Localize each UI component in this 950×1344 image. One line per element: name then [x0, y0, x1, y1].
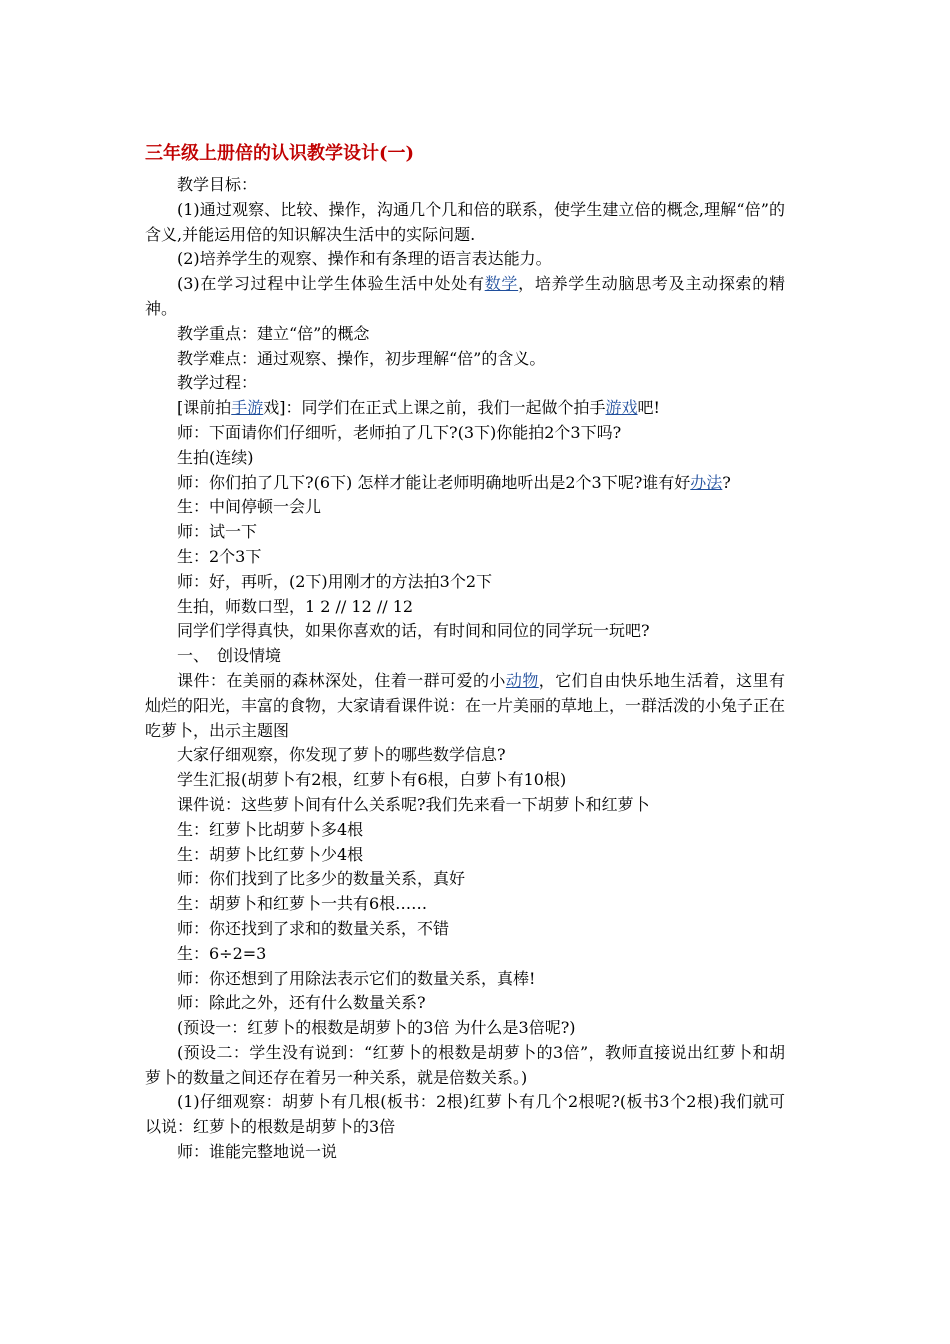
paragraph: [145, 471, 785, 496]
paragraph: [145, 371, 785, 396]
inline-link[interactable]: 数学: [484, 274, 519, 294]
paragraph: [145, 917, 785, 942]
paragraph-text: (2)培养学生的观察、操作和有条理的语言表达能力。: [177, 249, 552, 269]
paragraph: [145, 421, 785, 446]
inline-link[interactable]: 游戏: [605, 398, 638, 418]
paragraph-text: 生：红萝卜比胡萝卜多4根: [177, 819, 364, 839]
inline-link[interactable]: 办法: [690, 472, 723, 492]
paragraph-text: 教学过程：: [177, 373, 258, 393]
paragraph-text: 教学难点：通过观察、操作，初步理解“倍”的含义。: [177, 348, 546, 368]
paragraph: [145, 570, 785, 595]
paragraph-text: 生：胡萝卜和红萝卜一共有6根……: [177, 894, 428, 914]
paragraph-text: ，培养学生动脑思考及主动探索的精神。: [145, 274, 785, 318]
paragraph-text: (预设二：学生没有说到：“红萝卜的根数是胡萝卜的3倍”，教师直接说出红萝卜和胡萝卜的数量之间还存在着另一种关系，就是倍数关系。): [145, 1042, 785, 1087]
paragraph: [145, 173, 785, 198]
paragraph-text: (1)仔细观察：胡萝卜有几根(板书：2根)红萝卜有几个2根呢?(板书3个2根)我们就可以说：红萝卜的根数是胡萝卜的3倍: [145, 1092, 785, 1137]
paragraph-text: 课件：在美丽的森林深处，住着一群可爱的小: [177, 670, 506, 690]
paragraph-text: 师：除此之外，还有什么数量关系?: [177, 993, 426, 1013]
inline-link[interactable]: 手游: [231, 398, 264, 418]
paragraph: [145, 247, 785, 272]
paragraph-text: 吧!: [637, 398, 660, 418]
paragraph: [145, 1140, 785, 1165]
paragraph: [145, 644, 785, 669]
paragraph-text: 大家仔细观察，你发现了萝卜的哪些数学信息?: [177, 745, 506, 765]
document-page: [145, 141, 785, 1165]
paragraph-text: 生：2个3下: [177, 546, 262, 566]
paragraph-text: 师：谁能完整地说一说: [177, 1142, 338, 1162]
paragraph: [145, 991, 785, 1016]
paragraph: [145, 595, 785, 620]
paragraph-text: [课前拍: [177, 398, 232, 418]
paragraph-text: 一、 创设情境: [177, 646, 282, 666]
paragraph-text: 师：你们拍了几下?(6下) 怎样才能让老师明确地听出是2个3下呢?谁有好: [177, 472, 691, 492]
paragraph: [145, 942, 785, 967]
inline-link[interactable]: 动物: [505, 670, 539, 690]
paragraph-text: 学生汇报(胡萝卜有2根，红萝卜有6根，白萝卜有10根): [177, 770, 567, 790]
paragraph-text: (1)通过观察、比较、操作，沟通几个几和倍的联系，使学生建立倍的概念,理解“倍”的含义,并能运用倍的知识解决生活中的实际问题.: [145, 199, 785, 244]
paragraph-text: 生：中间停顿一会儿: [177, 497, 322, 517]
document-body: [145, 173, 785, 1165]
paragraph-text: 戏]：同学们在正式上课之前，我们一起做个拍手: [263, 398, 606, 418]
paragraph-text: 师：你们找到了比多少的数量关系，真好: [177, 869, 466, 889]
paragraph: [145, 768, 785, 793]
paragraph-text: (3)在学习过程中让学生体验生活中处处有: [177, 274, 485, 294]
paragraph: [145, 322, 785, 347]
paragraph-text: 师：你还找到了求和的数量关系，不错: [177, 918, 450, 938]
paragraph: [145, 892, 785, 917]
paragraph: [145, 198, 785, 248]
paragraph: [145, 347, 785, 372]
paragraph-text: ，它们自由快乐地生活着，这里有灿烂的阳光，丰富的食物，大家请看课件说：在一片美丽的草地上，一群活泼的小兔子正在吃萝卜，出示主题图: [145, 670, 786, 740]
paragraph: [145, 843, 785, 868]
paragraph: [145, 793, 785, 818]
paragraph-text: (预设一：红萝卜的根数是胡萝卜的3倍 为什么是3倍呢?): [177, 1018, 576, 1038]
paragraph: [145, 545, 785, 570]
paragraph-text: 师：下面请你们仔细听，老师拍了几下?(3下)你能拍2个3下吗?: [177, 422, 622, 442]
paragraph: [145, 967, 785, 992]
paragraph: [145, 1016, 785, 1041]
paragraph-text: 教学重点：建立“倍”的概念: [177, 323, 370, 343]
paragraph: [145, 818, 785, 843]
paragraph-text: 教学目标：: [177, 175, 258, 194]
document-title: 三年级上册倍的认识教学设计(一): [145, 143, 415, 164]
paragraph: [145, 396, 785, 421]
paragraph-text: 生拍，师数口型，1 2 // 12 // 12: [177, 596, 414, 616]
paragraph-text: 生拍(连续): [177, 447, 254, 467]
paragraph-text: 同学们学得真快，如果你喜欢的话，有时间和同位的同学玩一玩吧?: [177, 621, 650, 641]
paragraph-text: 生：胡萝卜比红萝卜少4根: [177, 844, 364, 864]
paragraph-text: 生：6÷2=3: [177, 943, 267, 963]
paragraph: [145, 743, 785, 768]
paragraph-text: 课件说：这些萝卜间有什么关系呢?我们先来看一下胡萝卜和红萝卜: [177, 794, 650, 814]
paragraph: [145, 867, 785, 892]
paragraph-text: 师：你还想到了用除法表示它们的数量关系，真棒!: [177, 968, 536, 988]
paragraph-text: 师：试一下: [177, 522, 258, 542]
paragraph-text: ?: [722, 472, 731, 492]
paragraph: [145, 520, 785, 545]
paragraph-text: 师：好，再听，(2下)用刚才的方法拍3个2下: [177, 571, 493, 591]
paragraph: [145, 669, 785, 743]
paragraph: [145, 272, 785, 322]
paragraph: [145, 495, 785, 520]
paragraph: [145, 1041, 785, 1091]
paragraph: [145, 1090, 785, 1140]
paragraph: [145, 619, 785, 644]
paragraph: [145, 446, 785, 471]
